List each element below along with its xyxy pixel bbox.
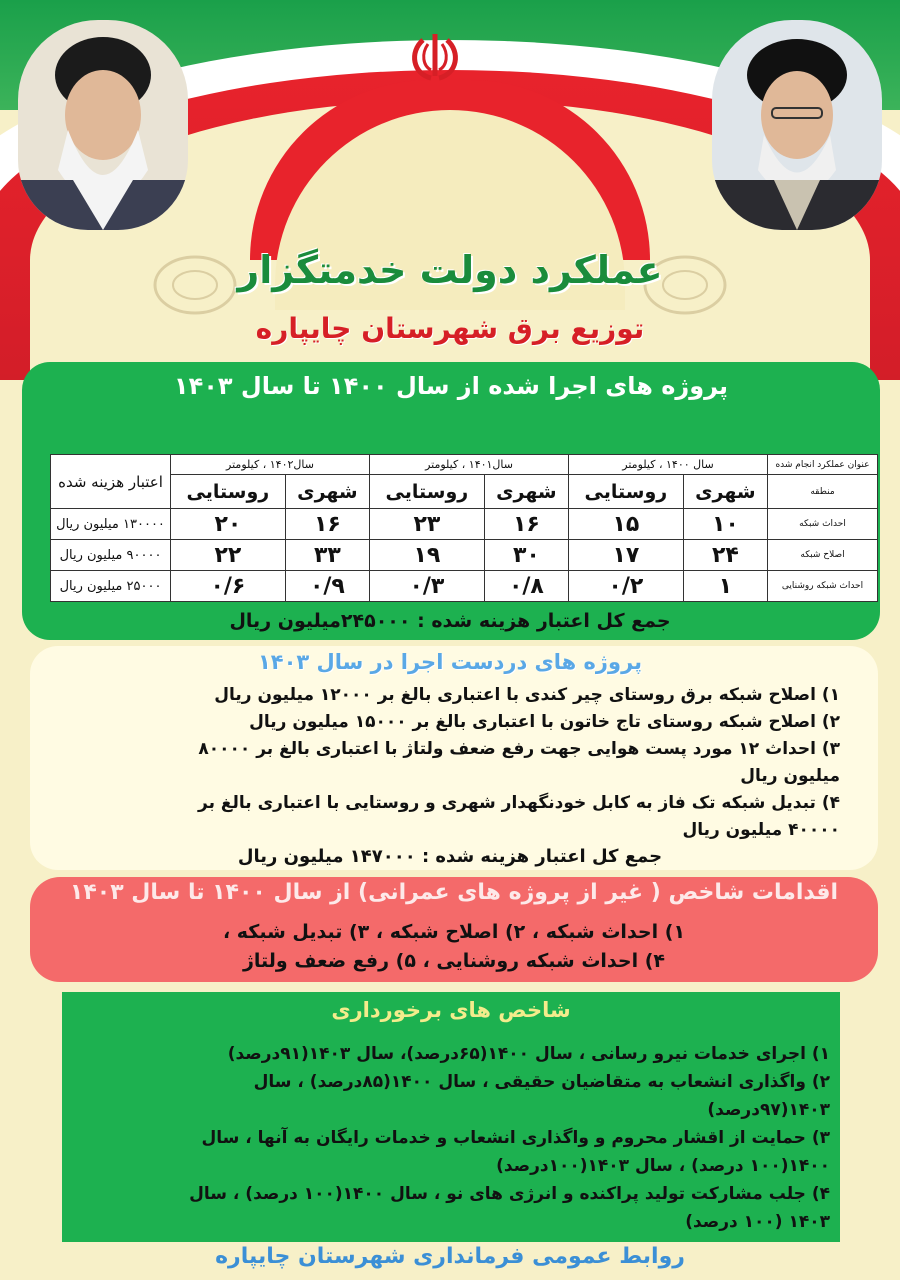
- row-label: احداث شبکه روشنایی: [768, 571, 878, 602]
- year-header-1400: سال ۱۴۰۰ ، کیلومتر: [569, 455, 768, 475]
- page-title: عملکرد دولت خدمتگزار: [237, 248, 663, 292]
- key-actions-text: [30, 918, 878, 976]
- completed-projects-title: پروژه های اجرا شده از سال ۱۴۰۰ تا سال ۱۴۰۳: [173, 372, 729, 400]
- ongoing-projects-total: جمع کل اعتبار هزینه شده : ۱۴۷۰۰۰ میلیون ریال: [237, 846, 663, 867]
- list-item: ۳) حمایت از اقشار محروم و واگذاری انشعاب و خدمات رایگان به آنها ، سال ۱۴۰۰(۱۰۰ درصد) ، سال ۱۴۰۳(۱۰۰درصد): [201, 1128, 830, 1176]
- table-cell: ۱: [683, 571, 767, 602]
- table-cell: ۰/۹: [285, 571, 369, 602]
- list-item: ۲) اصلاح شبکه روستای تاج خاتون با اعتباری بالغ بر ۱۵۰۰۰ میلیون ریال: [249, 712, 840, 732]
- table-cell: ۳۰: [484, 540, 568, 571]
- table-cell: ۲۲: [171, 540, 286, 571]
- portrait-left-image: [18, 20, 188, 230]
- footer-credit: روابط عمومی فرمانداری شهرستان چایپاره: [215, 1244, 685, 1269]
- list-item: ۴) جلب مشارکت تولید پراکنده و انرژی های نو ، سال ۱۴۰۰(۱۰۰ درصد) ، سال ۱۴۰۳ (۱۰۰ درصد): [189, 1184, 830, 1232]
- table-cell: ۰/۶: [171, 571, 286, 602]
- list-item: ۱) اجرای خدمات نیرو رسانی ، سال ۱۴۰۰(۶۵درصد)، سال ۱۴۰۳(۹۱درصد): [227, 1044, 830, 1064]
- table-cell: ۱۷: [569, 540, 684, 571]
- table-cell: ۲۴: [683, 540, 767, 571]
- table-cell: ۳۳: [285, 540, 369, 571]
- table-cell: ۱۰: [683, 509, 767, 540]
- row-label: اصلاح شبکه: [768, 540, 878, 571]
- iran-emblem-icon: [405, 30, 465, 85]
- portrait-right-image: [712, 20, 882, 230]
- year-header-1402: سال۱۴۰۲ ، کیلومتر: [171, 455, 370, 475]
- ongoing-projects-list: [190, 682, 840, 844]
- table-row: [51, 540, 878, 571]
- page-subtitle: توزیع برق شهرستان چایپاره: [255, 312, 645, 345]
- table-cell: ۰/۸: [484, 571, 568, 602]
- list-item: ۱) اصلاح شبکه برق روستای چیر کندی با اعتباری بالغ بر ۱۲۰۰۰ میلیون ریال: [214, 685, 840, 705]
- table-header-row: [51, 475, 878, 509]
- projects-table: [50, 454, 878, 602]
- table-cell: ۱۵: [569, 509, 684, 540]
- access-indicators-title: شاخص های برخورداری: [331, 998, 571, 1022]
- table-year-row: [51, 455, 878, 475]
- urban-header: شهری: [285, 475, 369, 509]
- table-cell: ۲۳: [370, 509, 485, 540]
- table-cell: ۰/۲: [569, 571, 684, 602]
- urban-header: شهری: [484, 475, 568, 509]
- key-actions-line-2: ۴) احداث شبکه روشنایی ، ۵) رفع ضعف ولتاژ: [242, 950, 666, 972]
- cost-header: اعتبار هزینه شده: [51, 455, 171, 509]
- row-cost: ۲۵۰۰۰ میلیون ریال: [51, 571, 171, 602]
- region-label: منطقه: [768, 475, 878, 509]
- urban-header: شهری: [683, 475, 767, 509]
- ongoing-projects-title: پروژه های دردست اجرا در سال ۱۴۰۳: [257, 650, 643, 674]
- completed-projects-total: جمع کل اعتبار هزینه شده : ۲۴۵۰۰۰میلیون ریال: [229, 610, 671, 632]
- table-cell: ۰/۳: [370, 571, 485, 602]
- rural-header: روستایی: [569, 475, 684, 509]
- table-corner-label: عنوان عملکرد انجام شده: [768, 455, 878, 475]
- table-cell: ۱۶: [484, 509, 568, 540]
- rural-header: روستایی: [171, 475, 286, 509]
- list-item: ۴) تبدیل شبکه تک فاز به کابل خودنگهدار شهری و روستایی با اعتباری بالغ بر ۴۰۰۰۰ میلیون ریال: [198, 793, 840, 840]
- row-cost: ۱۳۰۰۰۰ میلیون ریال: [51, 509, 171, 540]
- rural-header: روستایی: [370, 475, 485, 509]
- year-header-1401: سال۱۴۰۱ ، کیلومتر: [370, 455, 569, 475]
- access-indicators-list: [180, 1040, 830, 1236]
- row-label: احداث شبکه: [768, 509, 878, 540]
- table-cell: ۲۰: [171, 509, 286, 540]
- table-cell: ۱۹: [370, 540, 485, 571]
- row-cost: ۹۰۰۰۰ میلیون ریال: [51, 540, 171, 571]
- key-actions-line-1: ۱) احداث شبکه ، ۲) اصلاح شبکه ، ۳) تبدیل شبکه ،: [222, 921, 686, 943]
- table-cell: ۱۶: [285, 509, 369, 540]
- key-actions-title: اقدامات شاخص ( غیر از پروژه های عمرانی) از سال ۱۴۰۰ تا سال ۱۴۰۳: [69, 880, 839, 905]
- list-item: ۲) واگذاری انشعاب به متقاضیان حقیقی ، سال ۱۴۰۰(۸۵درصد) ، سال ۱۴۰۳(۹۷درصد): [253, 1072, 830, 1120]
- table-row: [51, 509, 878, 540]
- table-row: [51, 571, 878, 602]
- list-item: ۳) احداث ۱۲ مورد پست هوایی جهت رفع ضعف ولتاژ با اعتباری بالغ بر ۸۰۰۰۰ میلیون ریال: [198, 739, 840, 786]
